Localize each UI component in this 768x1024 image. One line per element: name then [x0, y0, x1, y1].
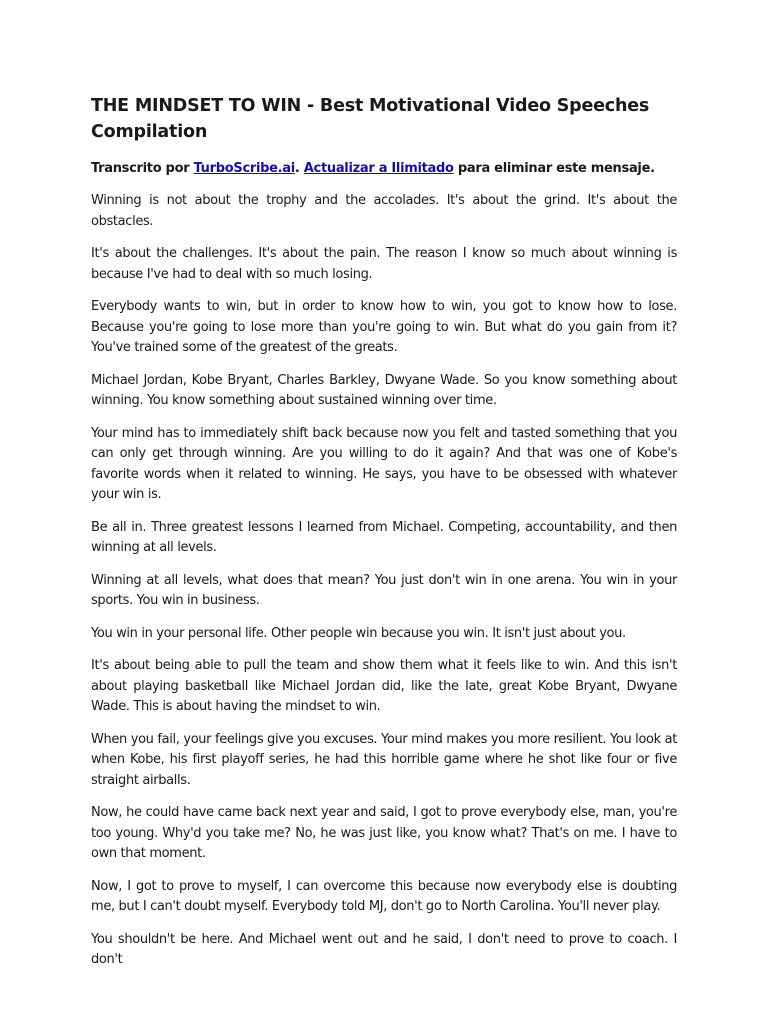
document-page [91, 93, 677, 971]
document-title: THE MINDSET TO WIN - Best Motivational Video Speeches Compilation [91, 96, 650, 142]
paragraph-4: Michael Jordan, Kobe Bryant, Charles Barkley, Dwyane Wade. So you know something about winning. You know something about sustained winning over time. [91, 372, 677, 408]
paragraph-10: When you fail, your feelings give you excuses. Your mind makes you more resilient. You look at when Kobe, his first playoff series, he had this horrible game where he shot like four or five straight airballs. [91, 731, 677, 788]
upgrade-unlimited-link[interactable]: Actualizar a Ilimitado [303, 161, 454, 176]
paragraph-12: Now, I got to prove to myself, I can overcome this because now everybody else is doubting me, but I can't doubt myself. Everybody told MJ, don't go to North Carolina. You'll never play. [91, 878, 677, 914]
paragraph-11: Now, he could have came back next year and said, I got to prove everybody else, man, you're too young. Why'd you take me? No, he was just like, you know what? That's on me. I have to own that moment. [91, 805, 677, 861]
paragraph-13: You shouldn't be here. And Michael went out and he said, I don't need to prove to coach. I don't [91, 931, 677, 967]
byline-separator: . [294, 161, 304, 176]
paragraph-1: Winning is not about the trophy and the accolades. It's about the grind. It's about the obstacles. [91, 193, 677, 229]
paragraph-2: It's about the challenges. It's about the pain. The reason I know so much about winning is because I've had to deal with so much losing. [91, 246, 677, 282]
turboscribe-link[interactable]: TurboScribe.ai [193, 161, 295, 176]
byline-suffix: para eliminar este mensaje. [453, 161, 655, 176]
paragraph-9: It's about being able to pull the team and show them what it feels like to win. And this isn't about playing basketball like Michael Jordan did, like the late, great Kobe Bryant, Dwyane Wade. This is about having the mindset to win. [91, 658, 677, 714]
paragraph-7: Winning at all levels, what does that mean? You just don't win in one arena. You win in your sports. You win in business. [91, 572, 677, 608]
paragraph-8: You win in your personal life. Other people win because you win. It isn't just about you. [91, 625, 626, 641]
transcription-notice [91, 159, 677, 179]
paragraph-6: Be all in. Three greatest lessons I learned from Michael. Competing, accountability, and then winning at all levels. [91, 519, 677, 555]
paragraph-3: Everybody wants to win, but in order to know how to win, you got to know how to lose. Because you're going to lose more than you're going to win. But what do you gain from it? You've trained some of the greatest of the greats. [91, 299, 677, 355]
byline-prefix: Transcrito por [91, 161, 194, 176]
paragraph-5: Your mind has to immediately shift back because now you felt and tasted something that you can only get through winning. Are you willing to do it again? And that was one of Kobe's favorite words when it related to winning. He says, you have to be obsessed with whatever your win is. [91, 425, 677, 502]
